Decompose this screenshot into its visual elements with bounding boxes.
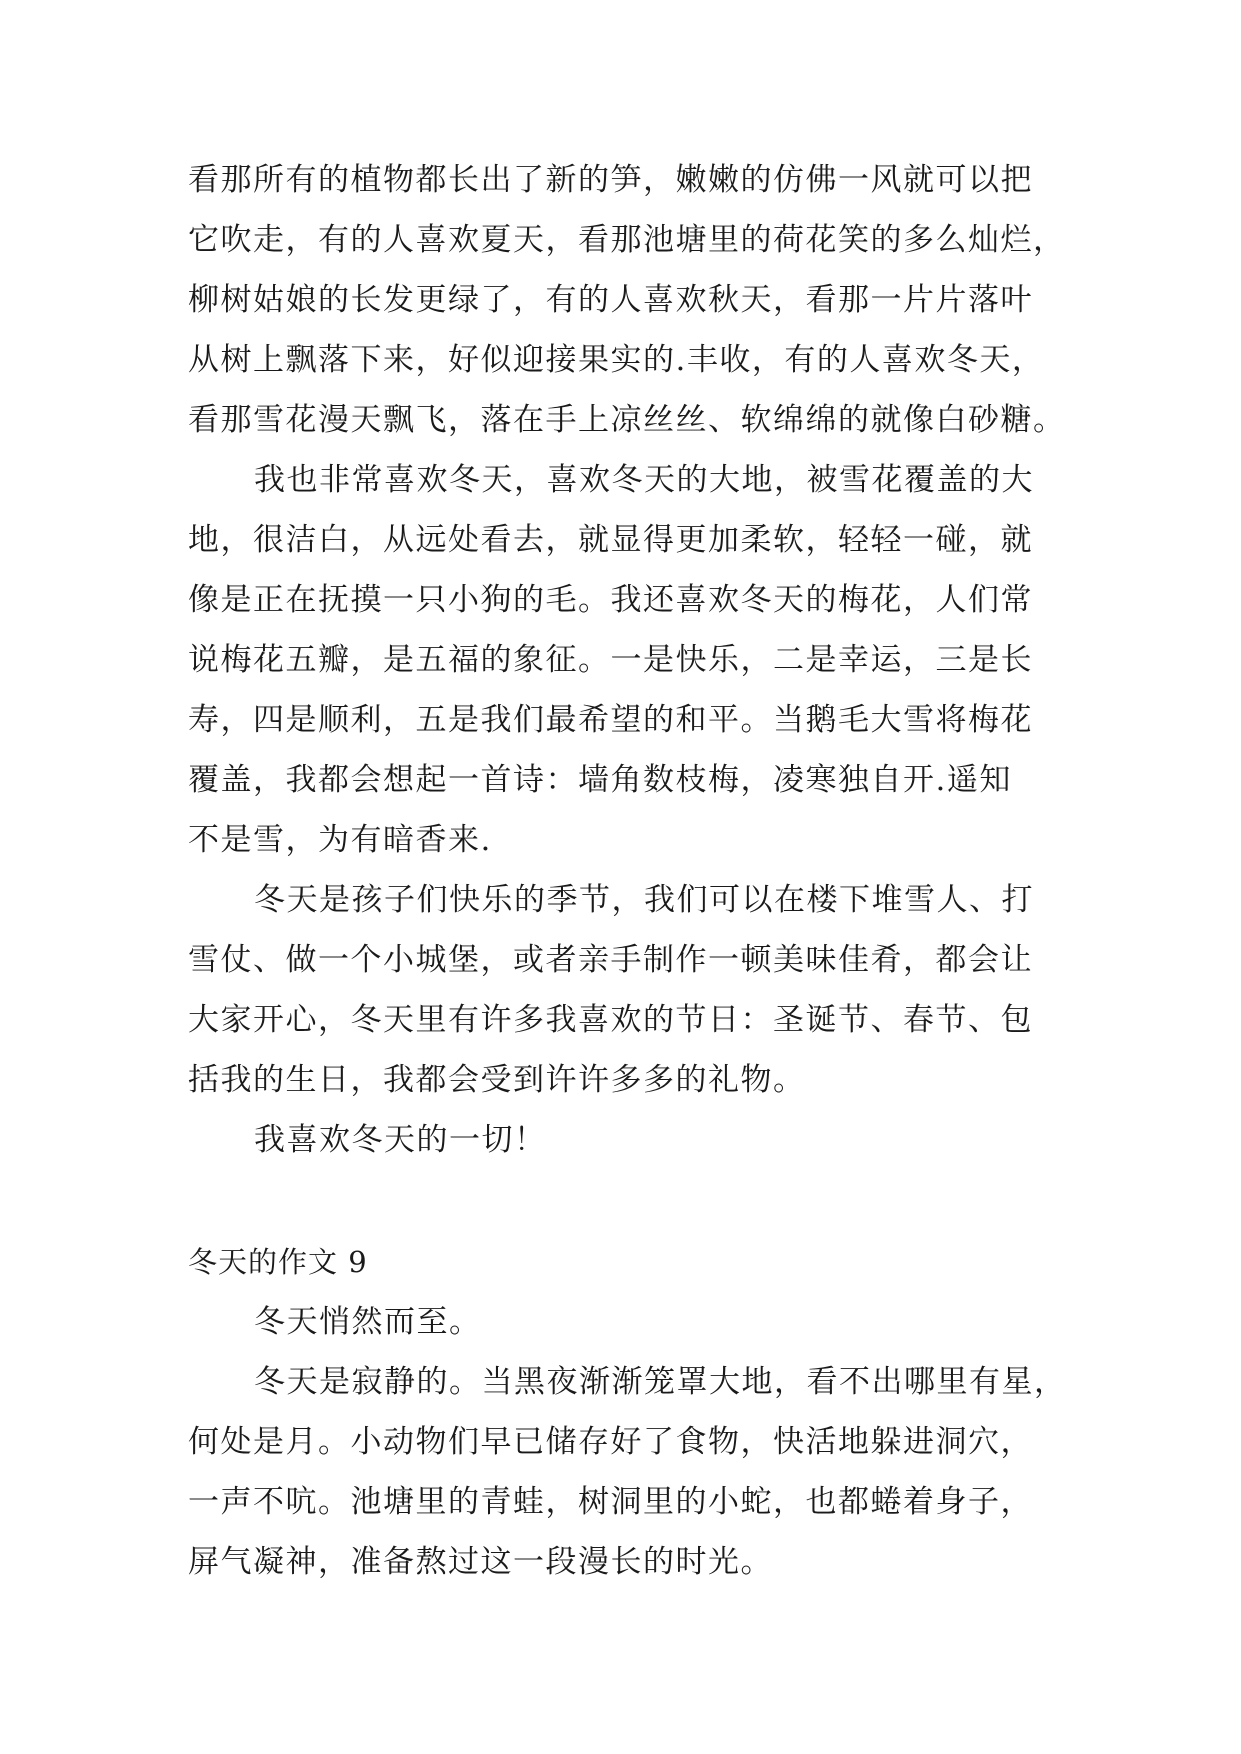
text-line: 柳树姑娘的长发更绿了，有的人喜欢秋天，看那一片片落叶: [188, 282, 1033, 318]
text-line: 大家开心，冬天里有许多我喜欢的节日：圣诞节、春节、包: [188, 1002, 1033, 1038]
text-line: 它吹走，有的人喜欢夏天，看那池塘里的荷花笑的多么灿烂，: [188, 222, 1066, 258]
text-line: 像是正在抚摸一只小狗的毛。我还喜欢冬天的梅花，人们常: [188, 582, 1033, 618]
paragraph-conclusion: [188, 1110, 1054, 1170]
text-line: 寿，四是顺利，五是我们最希望的和平。当鹅毛大雪将梅花: [188, 702, 1033, 738]
text-line: 覆盖，我都会想起一首诗：墙角数枝梅，凌寒独自开.遥知: [188, 762, 1012, 798]
paragraph-children-festivals: [188, 870, 1054, 1110]
text-line: 冬天是寂静的。当黑夜渐渐笼罩大地，看不出哪里有星，: [254, 1364, 1067, 1400]
text-line: 我喜欢冬天的一切！: [254, 1122, 547, 1158]
paragraph-spring-summer-autumn: [188, 150, 1066, 450]
text-line: 不是雪，为有暗香来.: [188, 822, 492, 858]
section-title: 冬天的作文 9: [188, 1245, 368, 1279]
text-line: 一声不吭。池塘里的青蛙，树洞里的小蛇，也都蜷着身子，: [188, 1484, 1033, 1520]
text-line: 地，很洁白，从远处看去，就显得更加柔软，轻轻一碰，就: [188, 522, 1033, 558]
text-line: 看那所有的植物都长出了新的笋，嫩嫩的仿佛一风就可以把: [188, 162, 1033, 198]
text-line: 说梅花五瓣，是五福的象征。一是快乐，二是幸运，三是长: [188, 642, 1033, 678]
text-line: 看那雪花漫天飘飞，落在手上凉丝丝、软绵绵的就像白砂糖。: [188, 402, 1066, 438]
paragraph-winter-arrives: [188, 1292, 1054, 1352]
text-line: 冬天悄然而至。: [254, 1304, 482, 1340]
paragraph-winter-silent: [188, 1352, 1067, 1592]
text-line: 我也非常喜欢冬天，喜欢冬天的大地，被雪花覆盖的大: [254, 462, 1034, 498]
text-line: 何处是月。小动物们早已储存好了食物，快活地躲进洞穴，: [188, 1424, 1033, 1460]
section-spacer: [188, 1170, 1054, 1232]
text-line: 屏气凝神，准备熬过这一段漫长的时光。: [188, 1544, 773, 1580]
text-line: 括我的生日，我都会受到许许多多的礼物。: [188, 1062, 806, 1098]
document-body: [188, 150, 1067, 1592]
text-line: 雪仗、做一个小城堡，或者亲手制作一顿美味佳肴，都会让: [188, 942, 1033, 978]
text-line: 冬天是孩子们快乐的季节，我们可以在楼下堆雪人、打: [254, 882, 1034, 918]
paragraph-winter-land-plum: [188, 450, 1054, 870]
text-line: 从树上飘落下来，好似迎接果实的.丰收，有的人喜欢冬天，: [188, 342, 1045, 378]
